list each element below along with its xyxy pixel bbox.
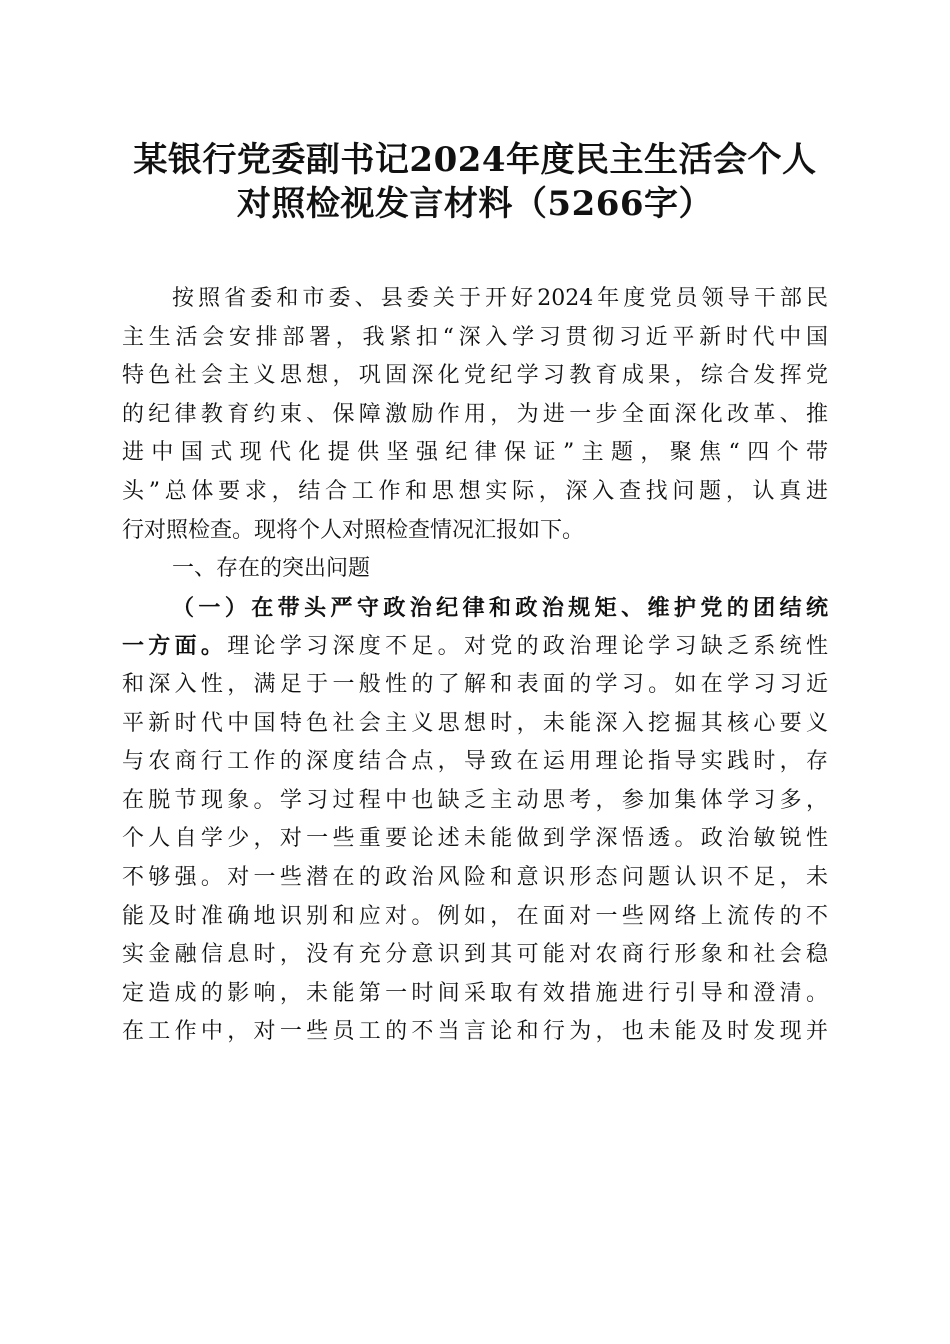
intro-line-1: 按照省委和市委、县委关于开好2024年度党员领导干部民 bbox=[172, 286, 828, 311]
intro-line-5: 进中国式现代化提供坚强纪律保证”主题，聚焦“四个带 bbox=[122, 440, 828, 466]
body-line-2: 平新时代中国特色社会主义思想时，未能深入挖掘其核心要义 bbox=[122, 710, 828, 736]
intro-line-4: 的纪律教育约束、保障激励作用，为进一步全面深化改革、推 bbox=[122, 401, 828, 427]
sub-body-first: 理论学习深度不足。对党的政治理论学习缺乏系统性 bbox=[227, 634, 828, 660]
body-line-4: 在脱节现象。学习过程中也缺乏主动思考，参加集体学习多， bbox=[122, 787, 828, 813]
intro-line-3: 特色社会主义思想，巩固深化党纪学习教育成果，综合发挥党 bbox=[122, 363, 828, 389]
body-line-10: 在工作中，对一些员工的不当言论和行为，也未能及时发现并 bbox=[122, 1019, 828, 1045]
title-line-1: 某银行党委副书记2024年度民主生活会个人 bbox=[133, 140, 817, 180]
body-line-7: 能及时准确地识别和应对。例如，在面对一些网络上流传的不 bbox=[122, 903, 828, 929]
sub-heading-tail: 一方面。 bbox=[122, 633, 228, 660]
sub-heading-line-1: （一）在带头严守政治纪律和政治规矩、维护党的团结统 bbox=[172, 594, 828, 621]
body-line-9: 定造成的影响，未能第一时间采取有效措施进行引导和澄清。 bbox=[122, 980, 828, 1006]
body-line-3: 与农商行工作的深度结合点，导致在运用理论指导实践时，存 bbox=[122, 749, 828, 775]
body-line-1: 和深入性，满足于一般性的了解和表面的学习。如在学习习近 bbox=[122, 671, 828, 697]
title-line-2: 对照检视发言材料（5266字） bbox=[236, 184, 714, 224]
sub-heading-line-2 bbox=[122, 627, 828, 666]
body-line-8: 实金融信息时，没有充分意识到其可能对农商行形象和社会稳 bbox=[122, 942, 828, 968]
document-body bbox=[122, 280, 828, 1052]
body-line-6: 不够强。对一些潜在的政治风险和意识形态问题认识不足，未 bbox=[122, 864, 828, 890]
body-line-5: 个人自学少，对一些重要论述未能做到学深悟透。政治敏锐性 bbox=[122, 826, 828, 852]
document-title bbox=[100, 138, 850, 226]
intro-line-2: 主生活会安排部署，我紧扣“深入学习贯彻习近平新时代中国 bbox=[122, 324, 828, 350]
intro-line-7: 行对照检查。现将个人对照检查情况汇报如下。 bbox=[122, 517, 585, 543]
intro-line-6: 头”总体要求，结合工作和思想实际，深入查找问题，认真进 bbox=[122, 478, 828, 504]
section-heading: 一、存在的突出问题 bbox=[172, 556, 371, 582]
